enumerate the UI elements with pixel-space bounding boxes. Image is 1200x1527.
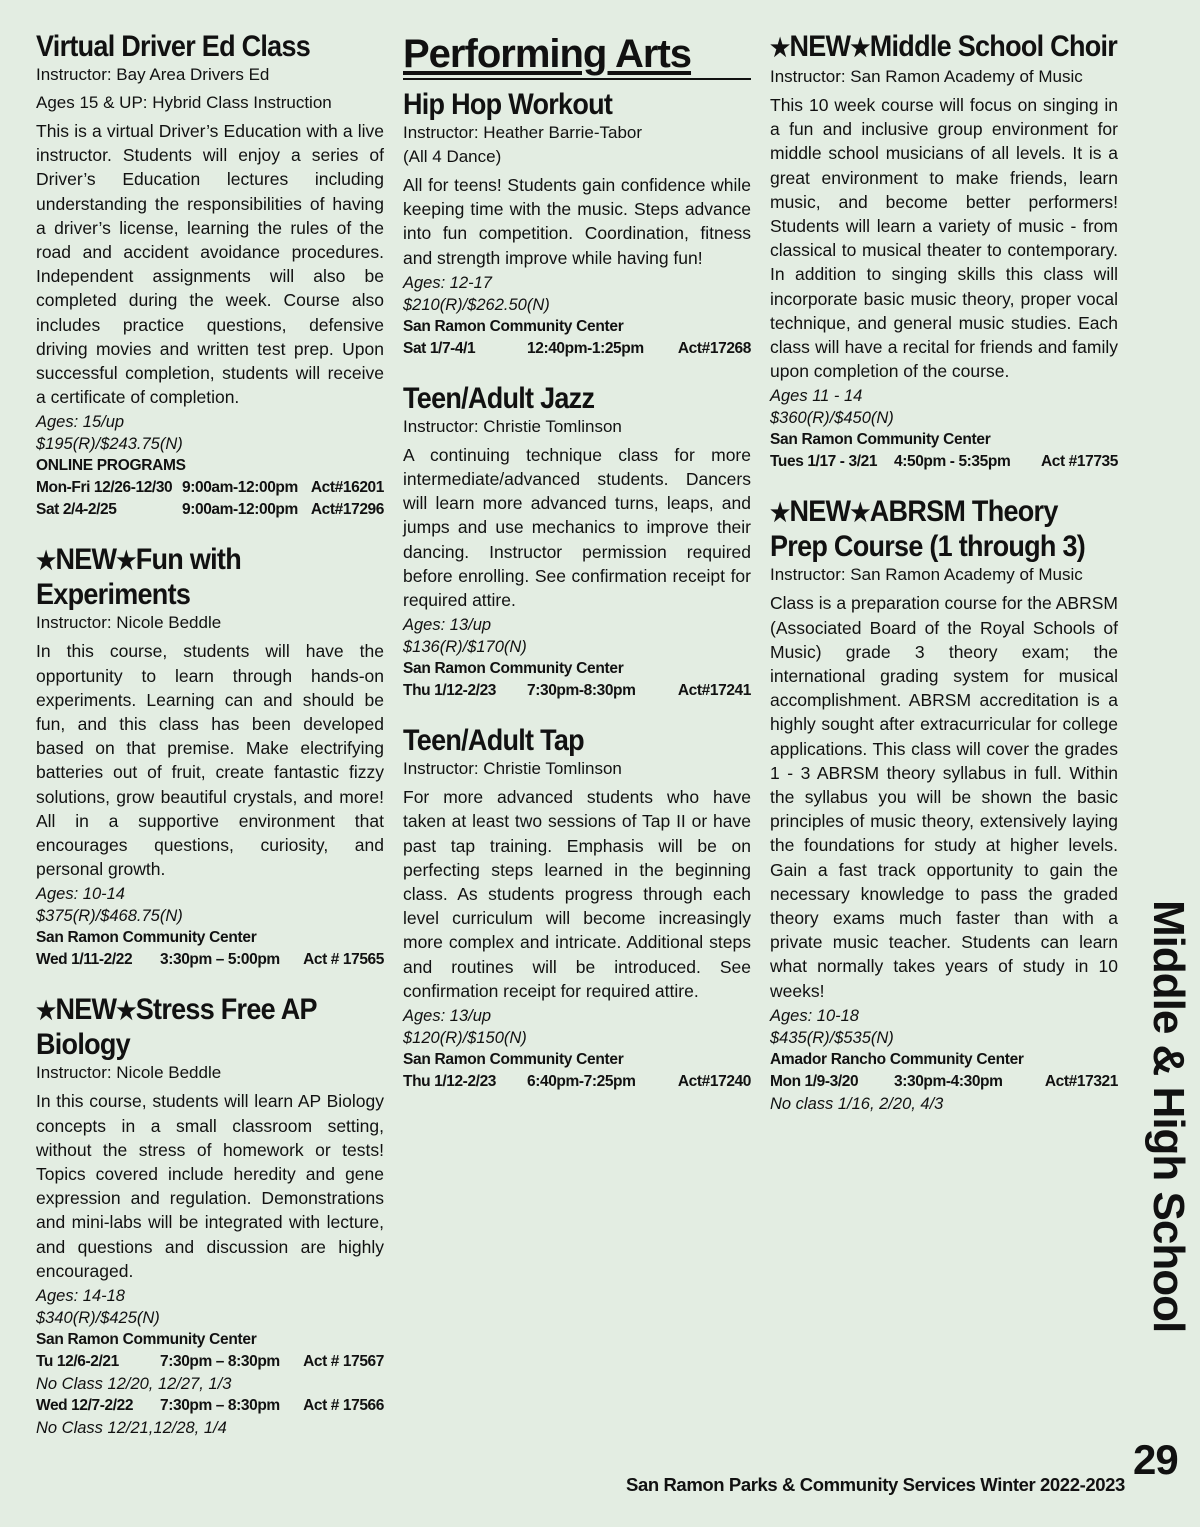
course-ages: Ages: 15/up [36, 413, 125, 432]
course-fee: $136(R)/$170(N) [403, 638, 527, 657]
schedule-time: 4:50pm - 5:35pm [894, 453, 1011, 471]
course-teen-adult-jazz [403, 382, 751, 702]
star-icon: ★ [770, 34, 790, 62]
new-badge: NEW [55, 993, 117, 1027]
schedule-act: Act #17735 [1040, 453, 1118, 471]
course-fee: $195(R)/$243.75(N) [36, 435, 183, 454]
course-description: This 10 week course will focus on singing in a fun and inclusive group environment for middle school musicians of all levels. It is a great environment to make friends, learn music, and become better performers! Students will learn a variety of music - from classical to musical theater to contemporary. In addition to singing skills this class will incorporate basic music theory, proper vocal technique, and general music studies. Each class will have a recital for friends and family upon completion of the course. [770, 95, 1118, 382]
course-instructor: Instructor: Christie Tomlinson [403, 416, 622, 436]
schedule-days: Thu 1/12-2/23 [403, 682, 497, 700]
course-location: San Ramon Community Center [36, 929, 257, 947]
course-title-text: ABRSM Theory Prep Course (1 through 3) [770, 495, 1086, 564]
page-number: 29 [1133, 1436, 1178, 1483]
schedule-act: Act#17240 [677, 1073, 751, 1091]
course-title: Virtual Driver Ed Class [36, 30, 311, 63]
schedule-days: Wed 1/11-2/22 [36, 951, 133, 969]
course-title: Teen/Adult Jazz [403, 381, 595, 415]
schedule-days: Thu 1/12-2/23 [403, 1073, 497, 1091]
course-fee: $340(R)/$425(N) [36, 1309, 160, 1328]
course-fee: $120(R)/$150(N) [403, 1029, 527, 1048]
schedule-row [403, 338, 751, 360]
course-fee: $375(R)/$468.75(N) [36, 907, 183, 926]
schedule-act: Act # 17567 [303, 1353, 384, 1371]
course-fee: $210(R)/$262.50(N) [403, 295, 550, 314]
schedule-time: 3:30pm-4:30pm [894, 1072, 1003, 1090]
course-title: Teen/Adult Tap [403, 724, 584, 758]
course-description: In this course, students will learn AP Biology concepts in a small classroom setting, without the stress of homework or tests! Topics covered include heredity and gene expression and regulation. Demonstrations and mini-labs will be integrated with lecture, and questions and discussion are highly encouraged. [36, 1091, 384, 1281]
course-fee: $435(R)/$535(N) [770, 1028, 894, 1047]
course-ages: Ages: 12-17 [403, 273, 492, 292]
course-fee: $360(R)/$450(N) [770, 409, 894, 428]
schedule-act: Act # 17565 [303, 951, 384, 969]
course-ages: Ages 11 - 14 [770, 387, 863, 406]
schedule-act: Act#16201 [310, 479, 384, 497]
schedule-days: Tues 1/17 - 3/21 [770, 453, 878, 471]
course-title [770, 495, 1118, 563]
schedule-time: 9:00am-12:00pm [182, 501, 298, 519]
course-teen-adult-tap [403, 724, 751, 1093]
schedule-act: Act#17241 [677, 682, 751, 700]
course-title: Hip Hop Workout [403, 88, 613, 121]
schedule-row [36, 499, 384, 521]
new-badge: NEW [789, 30, 851, 63]
new-badge: NEW [55, 543, 117, 577]
course-stress-free-ap-biology [36, 993, 384, 1439]
schedule-row [36, 1351, 384, 1373]
schedule-days: Mon 1/9-3/20 [770, 1072, 859, 1090]
column-right [770, 30, 1118, 1137]
schedule-note: No class 1/16, 2/20, 4/3 [770, 1094, 944, 1113]
star-icon: ★ [850, 34, 870, 62]
course-description: For more advanced students who have taken at least two sessions of Tap II or have past tap training. Emphasis will be on perfecting steps learned in the beginning class. As students progress through each level curriculum will become increasingly more complex and intricate. Additional steps and routines will be introduced. See confirmation receipt for required attire. [403, 787, 751, 1001]
star-icon: ★ [36, 547, 56, 576]
course-instructor: Instructor: Heather Barrie-Tabor [403, 123, 643, 142]
course-title-text: Fun with Experiments [36, 543, 241, 612]
course-ages: Ages: 13/up [403, 616, 492, 635]
course-subtitle: Ages 15 & UP: Hybrid Class Instruction [36, 93, 332, 112]
star-icon: ★ [116, 997, 136, 1026]
course-ages: Ages: 14-18 [36, 1287, 125, 1306]
course-subtitle: (All 4 Dance) [403, 147, 502, 166]
course-title [36, 993, 384, 1061]
course-location: San Ramon Community Center [36, 1331, 257, 1349]
course-ages: Ages: 10-14 [36, 885, 125, 904]
schedule-row [770, 1071, 1118, 1093]
schedule-note: No Class 12/21,12/28, 1/4 [36, 1419, 227, 1438]
schedule-time: 7:30pm-8:30pm [527, 682, 636, 700]
course-ages: Ages: 13/up [403, 1007, 492, 1026]
course-instructor: Instructor: San Ramon Academy of Music [770, 565, 1083, 585]
course-abrsm-theory-prep [770, 495, 1118, 1114]
course-instructor: Instructor: Nicole Beddle [36, 613, 222, 633]
schedule-time: 7:30pm – 8:30pm [160, 1397, 280, 1415]
schedule-days: Wed 12/7-2/22 [36, 1397, 134, 1415]
course-ages: Ages: 10-18 [770, 1006, 859, 1025]
schedule-row [403, 1071, 751, 1093]
course-hip-hop-workout [403, 88, 751, 360]
schedule-row [403, 680, 751, 702]
schedule-time: 7:30pm – 8:30pm [160, 1353, 280, 1371]
schedule-days: Sat 1/7-4/1 [403, 339, 476, 357]
course-location: San Ramon Community Center [770, 431, 991, 449]
course-title [770, 30, 1118, 65]
schedule-row [36, 477, 384, 499]
schedule-act: Act#17296 [310, 501, 384, 519]
side-tab-label: Middle & High School [1144, 900, 1193, 1333]
section-side-tab [1138, 900, 1198, 1380]
footer: San Ramon Parks & Community Services Winter 2022-2023 [626, 1474, 1125, 1495]
schedule-time: 12:40pm-1:25pm [527, 339, 644, 357]
new-badge: NEW [789, 495, 851, 529]
section-title: Performing Arts [403, 30, 751, 80]
schedule-days: Tu 12/6-2/21 [36, 1353, 119, 1371]
course-middle-school-choir [770, 30, 1118, 473]
schedule-row [770, 451, 1118, 473]
course-description: A continuing technique class for more intermediate/advanced students. Dancers will learn more advanced turns, leaps, and jumps and use mechanics to improve their dancing. Instructor permission required before enrolling. See confirmation receipt for required attire. [403, 444, 751, 611]
course-description: In this course, students will have the opportunity to learn through hands-on experiments. Learning can and should be fun, and this class has been developed based on that premise. Make electrifying batteries out of fruit, create fantastic fizzy solutions, grow beautiful crystals, and more! All in a supportive environment that encourages questions, curiosity, and personal growth. [36, 641, 384, 880]
course-location: San Ramon Community Center [403, 317, 624, 335]
course-location: Amador Rancho Community Center [770, 1050, 1024, 1068]
course-virtual-driver-ed [36, 30, 384, 521]
schedule-act: Act#17321 [1044, 1072, 1118, 1090]
star-icon: ★ [116, 547, 136, 576]
course-description: All for teens! Students gain confidence while keeping time with the music. Steps advance into fun competition. Coordination, fitness and strength improve while having fun! [403, 175, 751, 268]
column-middle [403, 30, 751, 1115]
course-title-text: Middle School Choir [869, 30, 1118, 63]
course-title-text: Stress Free AP Biology [36, 993, 317, 1062]
schedule-days: Mon-Fri 12/26-12/30 [36, 479, 173, 497]
schedule-row [36, 1395, 384, 1417]
star-icon: ★ [770, 499, 790, 528]
schedule-time: 6:40pm-7:25pm [527, 1073, 636, 1091]
schedule-act: Act # 17566 [303, 1397, 384, 1415]
course-instructor: Instructor: Christie Tomlinson [403, 759, 622, 779]
course-location: ONLINE PROGRAMS [36, 457, 186, 475]
course-title [36, 543, 384, 611]
schedule-time: 3:30pm – 5:00pm [160, 951, 280, 969]
schedule-row [36, 949, 384, 971]
schedule-act: Act#17268 [677, 339, 751, 357]
course-description: This is a virtual Driver’s Education with a live instructor. Students will enjoy a series of Driver’s Education lectures including understanding the responsibilities of having a driver’s license, learning the rules of the road and accident avoidance procedures. Independent assignments will also be completed during the week. Course also includes practice questions, defensive driving movies and written test prep. Upon successful completion, students will receive a certificate of completion. [36, 121, 384, 408]
course-fun-with-experiments [36, 543, 384, 971]
course-instructor: Instructor: San Ramon Academy of Music [770, 67, 1083, 86]
column-left [36, 30, 384, 1461]
course-instructor: Instructor: Bay Area Drivers Ed [36, 65, 270, 84]
course-description: Class is a preparation course for the ABRSM (Associated Board of the Royal Schools of Music) grade 3 theory exam; the international grading system for musical accomplishment. ABRSM accreditation is a highly sought after extracurricular for college applications. This class will cover the grades 1 - 3 ABRSM theory syllabus in full. Within the syllabus you will be shown the basic principles of music theory, extensively laying the foundations for study at higher levels. Gain a fast track opportunity to gain the necessary knowledge to pass the graded theory exams much faster than with a private music teacher. Students can learn what normally takes years of study in 10 weeks! [770, 593, 1118, 1001]
course-location: San Ramon Community Center [403, 1051, 624, 1069]
course-location: San Ramon Community Center [403, 660, 624, 678]
course-instructor: Instructor: Nicole Beddle [36, 1063, 222, 1083]
star-icon: ★ [850, 499, 870, 528]
schedule-days: Sat 2/4-2/25 [36, 501, 117, 519]
schedule-note: No Class 12/20, 12/27, 1/3 [36, 1375, 232, 1394]
schedule-time: 9:00am-12:00pm [182, 479, 298, 497]
star-icon: ★ [36, 997, 56, 1026]
